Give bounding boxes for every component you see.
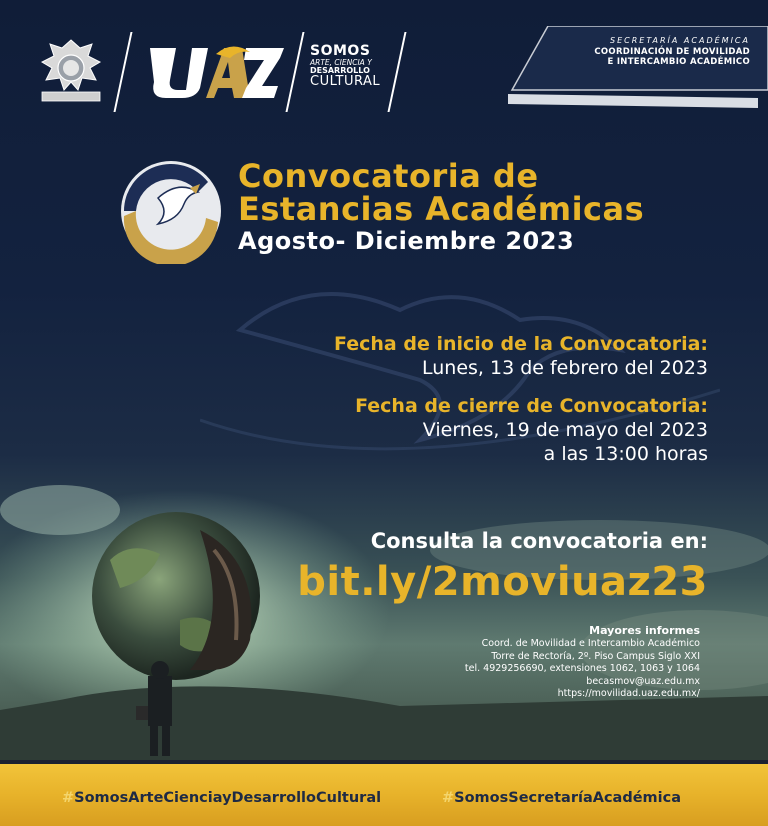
coordinacion-label: COORDINACIÓN DE MOVILIDAD: [594, 47, 750, 57]
title-line-3: Agosto- Diciembre 2023: [238, 227, 575, 255]
secretaria-label: SECRETARÍA ACADÉMICA: [610, 36, 750, 45]
end-date-label: Fecha de cierre de Convocatoria:: [355, 395, 708, 417]
contact-phone: tel. 4929256690, extensiones 1062, 1063 y 1064: [464, 663, 700, 674]
footer-bar: [0, 764, 768, 826]
title-line-1: Convocatoria de: [238, 157, 539, 195]
uaz-logo-icon: [146, 40, 286, 102]
somos-subtitle-3: CULTURAL: [310, 73, 381, 89]
university-seal-icon: [36, 38, 106, 104]
start-date-label: Fecha de inicio de la Convocatoria:: [334, 333, 708, 355]
globe-traveler-illustration-icon: [0, 470, 768, 770]
somos-title: SOMOS: [310, 43, 371, 59]
dates-block: [334, 332, 708, 466]
somos-subtitle: ARTE, CIENCIA Y: [310, 57, 372, 67]
contact-office: Coord. de Movilidad e Intercambio Académico: [481, 638, 700, 649]
start-date-value: Lunes, 13 de febrero del 2023: [421, 357, 708, 379]
somos-brand: [310, 44, 380, 89]
consulta-url-link[interactable]: bit.ly/2moviuaz23: [297, 559, 708, 605]
consulta-block: [297, 528, 708, 606]
eagle-emblem-icon: [118, 158, 224, 264]
title-line-2: Estancias Académicas: [238, 190, 645, 228]
secretaria-badge: [508, 26, 768, 108]
contact-website-link[interactable]: https://movilidad.uaz.edu.mx/: [557, 688, 700, 699]
contact-title: Mayores informes: [589, 624, 700, 637]
end-date-value: Viernes, 19 de mayo del 2023: [422, 419, 708, 441]
hashtag-secretaria: #SomosSecretaríaAcadémica: [442, 790, 682, 806]
contact-address: Torre de Rectoría, 2º. Piso Campus Siglo XXI: [491, 650, 700, 662]
contact-email-link[interactable]: becasmov@uaz.edu.mx: [586, 675, 700, 687]
end-time-value: a las 13:00 horas: [543, 443, 708, 465]
header: [0, 0, 768, 130]
somos-subtitle-2: DESARROLLO: [310, 65, 370, 75]
intercambio-label: E INTERCAMBIO ACADÉMICO: [607, 57, 750, 67]
title-block: [238, 157, 645, 256]
consulta-label: Consulta la convocatoria en:: [370, 529, 708, 553]
contact-info: [465, 624, 700, 701]
hashtag-arte-ciencia: #SomosArteCienciayDesarrolloCultural: [62, 790, 382, 806]
